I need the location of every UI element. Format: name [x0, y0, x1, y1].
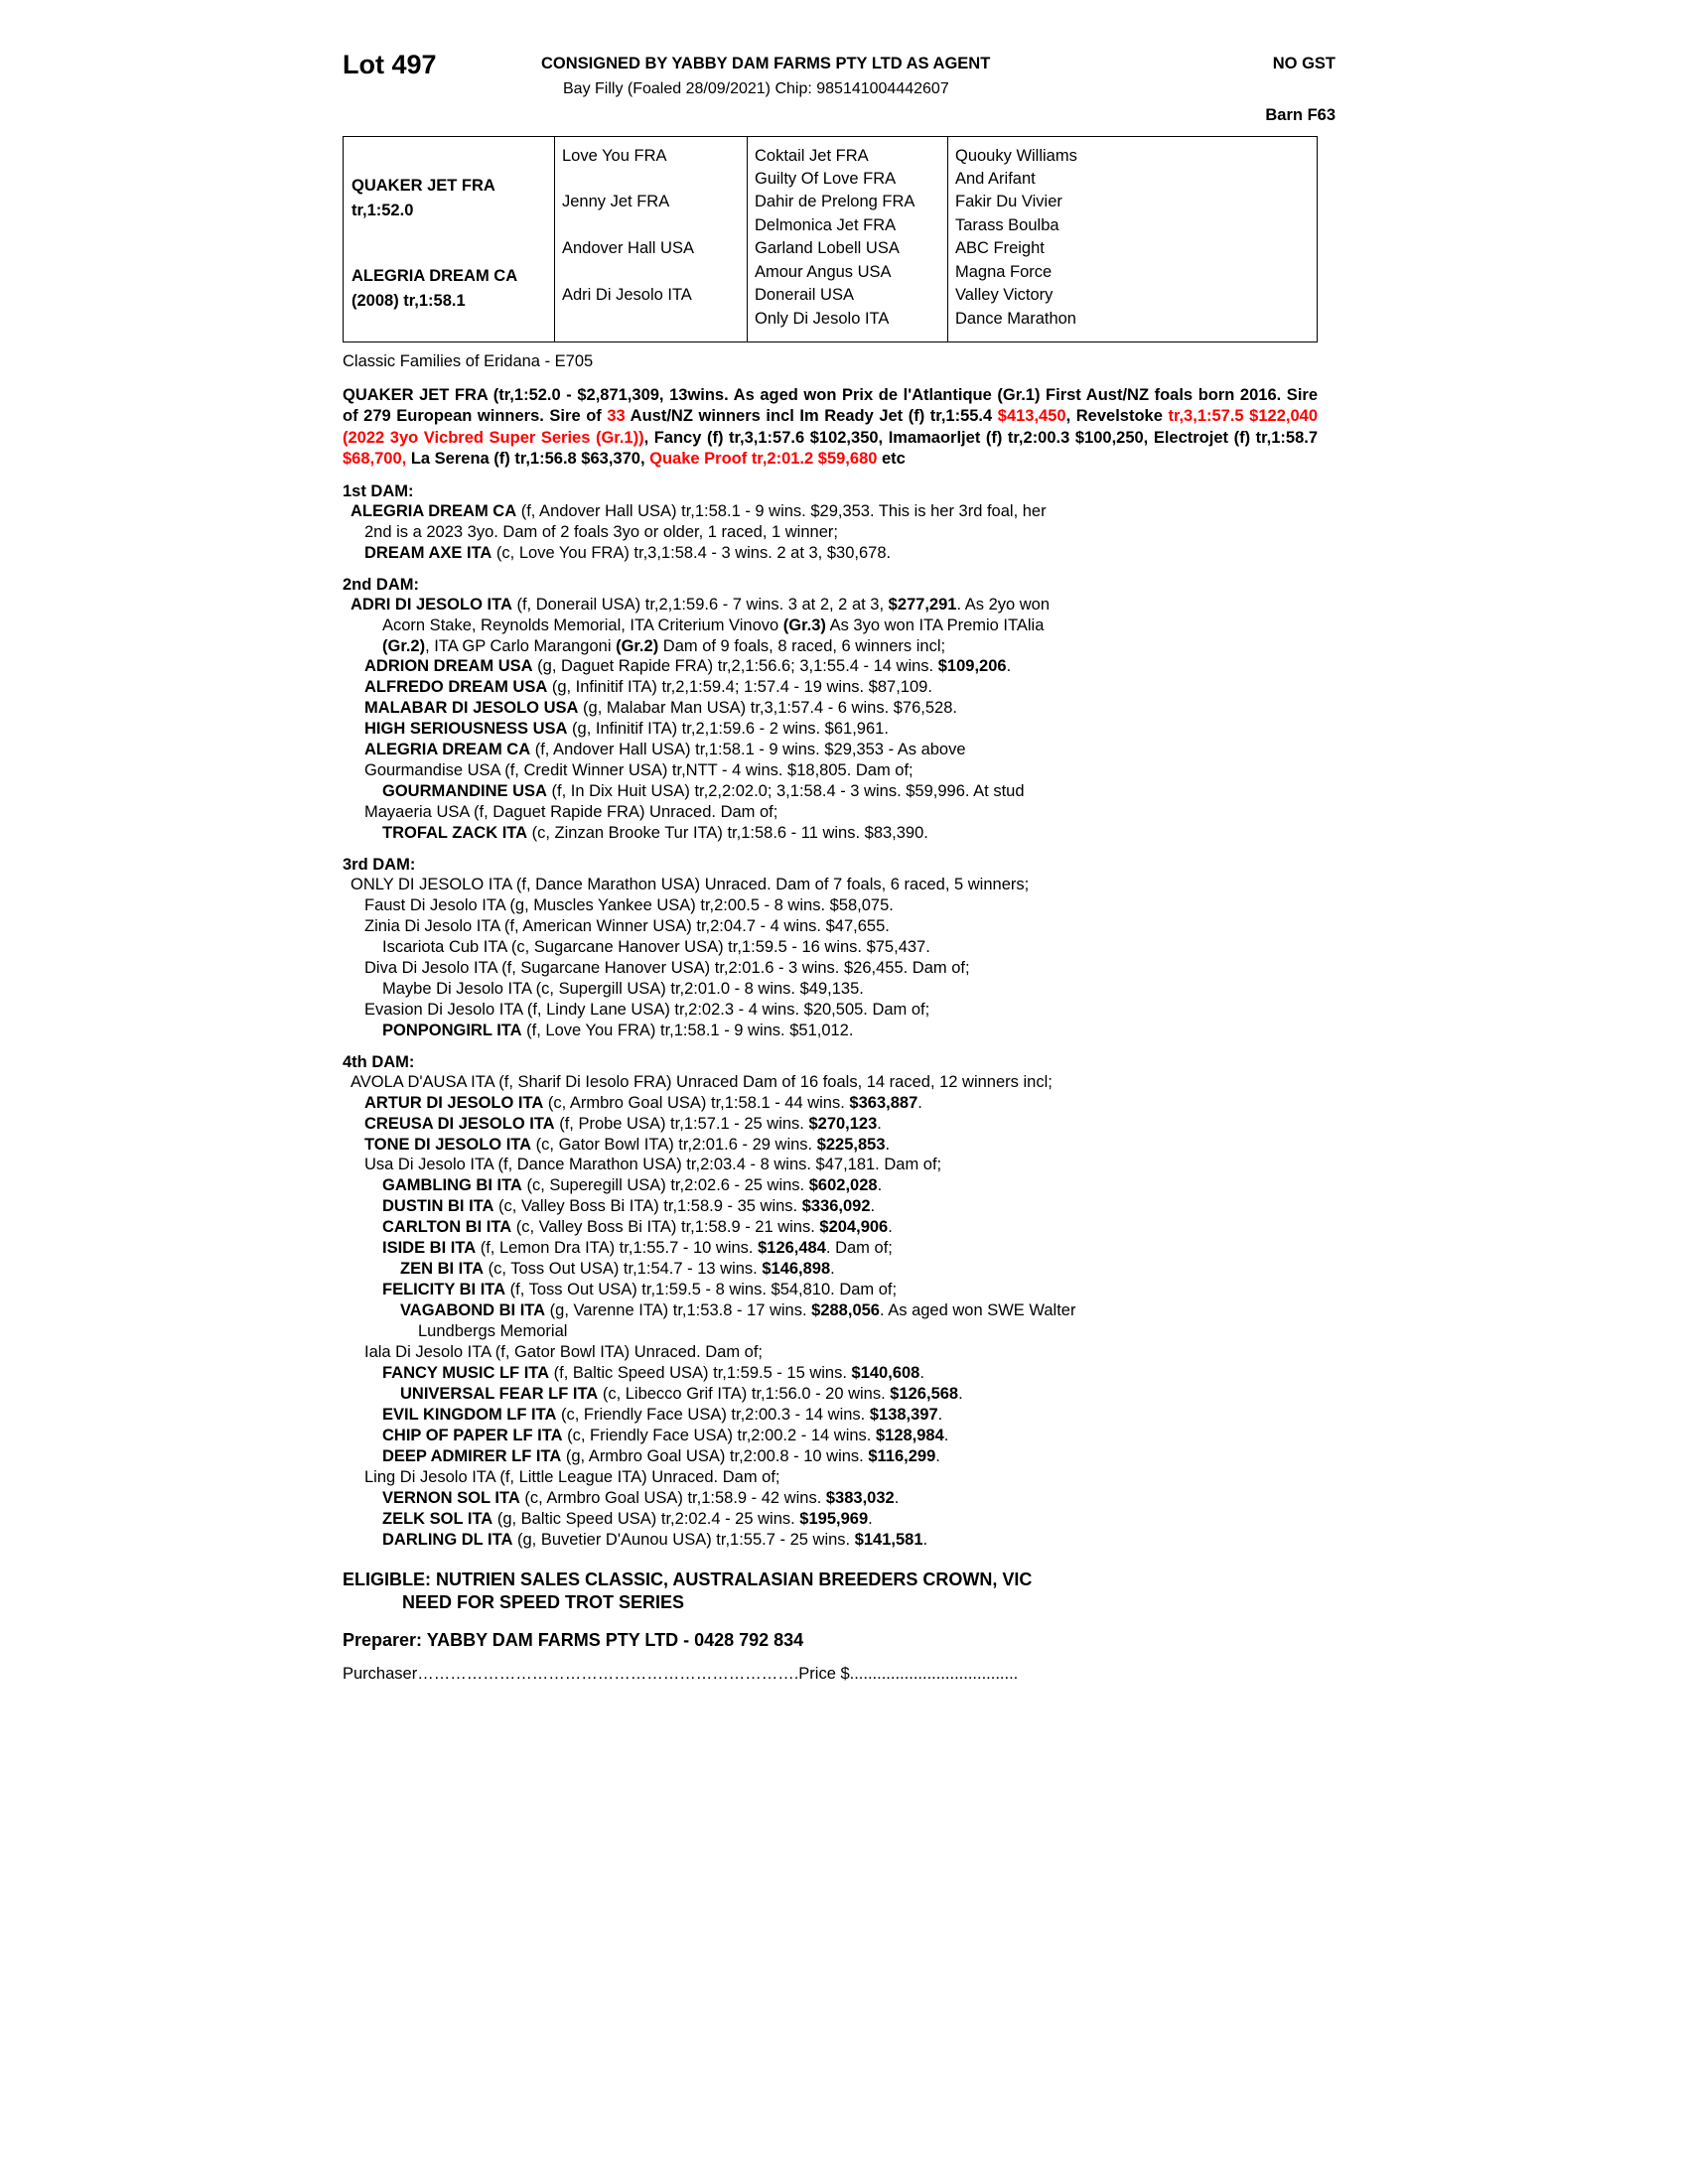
horse-detail: .: [943, 1426, 949, 1444]
consignor-line: CONSIGNED BY YABBY DAM FARMS PTY LTD AS AGENT: [541, 55, 991, 72]
horse-detail: .: [888, 1218, 893, 1237]
pedigree-text-line: [364, 656, 1336, 677]
horse-name: ADRION DREAM USA: [364, 657, 533, 676]
horse-name: GOURMANDINE USA: [382, 782, 547, 801]
pedigree-text-line: [382, 1405, 1336, 1426]
horse-detail: (c, Love You FRA) tr,3,1:58.4 - 3 wins. 2 at 3, $30,678.: [492, 543, 892, 562]
pedigree-gen3-1: Coktail Jet FRA: [755, 147, 869, 165]
sire-text-4: , Fancy (f) tr,3,1:57.6 $102,350, Imamaorljet (f) tr,2:00.3 $100,250, Electrojet (f) tr,1:58.7: [643, 428, 1319, 447]
pedigree-text-line: [364, 1093, 1336, 1114]
pedigree-gen3-6: Amour Angus USA: [755, 263, 892, 281]
horse-detail: .: [868, 1509, 873, 1528]
pedigree-text-line: [382, 615, 1336, 636]
horse-detail: Evasion Di Jesolo ITA (f, Lindy Lane USA) tr,2:02.3 - 4 wins. $20,505. Dam of;: [364, 1000, 930, 1019]
pedigree-text-line: [400, 1259, 1336, 1280]
horse-name: CARLTON BI ITA: [382, 1218, 512, 1237]
horse-detail: .: [1006, 657, 1012, 676]
sire-name: QUAKER JET FRA: [352, 177, 495, 195]
pedigree-text-line: [351, 501, 1336, 522]
sire-paragraph: [343, 385, 1318, 471]
pedigree-text-line: [364, 698, 1336, 719]
horse-detail: .: [922, 1530, 928, 1549]
horse-detail: (f, Love You FRA) tr,1:58.1 - 9 wins. $51,012.: [521, 1021, 854, 1039]
horse-detail: . As 2yo won: [956, 595, 1051, 614]
horse-detail: (c, Valley Boss Bi ITA) tr,1:58.9 - 21 wins.: [511, 1218, 820, 1237]
dam-lines-3: [343, 875, 1336, 1041]
horse-detail: .: [935, 1446, 940, 1465]
horse-name: ZELK SOL ITA: [382, 1509, 493, 1528]
pedigree-text-line: [382, 1363, 1336, 1384]
horse-detail: . As aged won SWE Walter: [879, 1301, 1076, 1320]
dam-section-2: [343, 576, 1336, 844]
pedigree-text-line: [364, 1000, 1336, 1021]
horse-detail: (c, Superegill USA) tr,2:02.6 - 25 wins.: [521, 1176, 809, 1195]
pedigree-text-line: [382, 1446, 1336, 1467]
dam-heading-2: 2nd DAM:: [343, 575, 419, 594]
horse-name: $141,581: [854, 1530, 923, 1549]
horse-name: ISIDE BI ITA: [382, 1239, 477, 1258]
horse-detail: (g, Armbro Goal USA) tr,2:00.8 - 10 wins.: [561, 1446, 869, 1465]
horse-detail: Ling Di Jesolo ITA (f, Little League ITA) Unraced. Dam of;: [364, 1467, 780, 1486]
pedigree-gen3-2: Guilty Of Love FRA: [755, 170, 897, 188]
horse-detail: (g, Infinitif ITA) tr,2,1:59.4; 1:57.4 - 19 wins. $87,109.: [547, 678, 932, 697]
horse-name: EVIL KINGDOM LF ITA: [382, 1405, 557, 1424]
horse-detail: (f, Andover Hall USA) tr,1:58.1 - 9 wins. $29,353 - As above: [530, 741, 966, 759]
dam-time: (2008) tr,1:58.1: [352, 292, 466, 310]
pedigree-gen4-3: Fakir Du Vivier: [955, 193, 1062, 210]
horse-detail: Iscariota Cub ITA (c, Sugarcane Hanover USA) tr,1:59.5 - 16 wins. $75,437.: [382, 937, 930, 956]
pedigree-text-line: [382, 636, 1336, 657]
dam-lines-1: [343, 501, 1336, 564]
sire-earnings-2: tr,3,1:57.5 $122,040 (2022 3yo Vicbred Super Series (Gr.1)): [343, 407, 1318, 447]
horse-detail: .: [870, 1197, 876, 1216]
horse-name: $128,984: [875, 1426, 944, 1444]
horse-detail: Usa Di Jesolo ITA (f, Dance Marathon USA) tr,2:03.4 - 8 wins. $47,181. Dam of;: [364, 1156, 942, 1174]
pedigree-text-line: [382, 1280, 1336, 1300]
dam-lines-4: [343, 1072, 1336, 1551]
horse-detail: .: [894, 1488, 900, 1507]
horse-detail: (c, Armbro Goal USA) tr,1:58.9 - 42 wins.: [519, 1488, 826, 1507]
horse-name: UNIVERSAL FEAR LF ITA: [400, 1384, 599, 1403]
horse-detail: (g, Varenne ITA) tr,1:53.8 - 17 wins.: [545, 1301, 812, 1320]
pedigree-gen4-6: Magna Force: [955, 263, 1053, 281]
pedigree-gen2-1: Love You FRA: [562, 147, 667, 165]
horse-detail: (f, Donerail USA) tr,2,1:59.6 - 7 wins. 3 at 2, 2 at 3,: [511, 595, 889, 614]
horse-detail: , ITA GP Carlo Marangoni: [425, 636, 617, 655]
horse-detail: (f, Andover Hall USA) tr,1:58.1 - 9 wins. $29,353. This is her 3rd foal, her: [516, 501, 1047, 520]
horse-name: $204,906: [819, 1218, 889, 1237]
sire-text-3: , Revelstoke: [1065, 407, 1169, 426]
horse-detail: (g, Baltic Speed USA) tr,2:02.4 - 25 wins.: [492, 1509, 800, 1528]
horse-detail: Lundbergs Memorial: [418, 1322, 568, 1341]
pedigree-text-line: [364, 1135, 1336, 1156]
pedigree-text-line: [382, 1488, 1336, 1509]
horse-detail: .: [877, 1114, 882, 1133]
horse-name: $363,887: [849, 1093, 918, 1112]
horse-detail: (f, Baltic Speed USA) tr,1:59.5 - 15 wins.: [549, 1364, 852, 1383]
horse-name: $138,397: [869, 1405, 938, 1424]
dam-name: ALEGRIA DREAM CA: [352, 267, 518, 285]
horse-name: FANCY MUSIC LF ITA: [382, 1364, 550, 1383]
lot-number: Lot 497: [343, 50, 437, 79]
eligible-block: [343, 1569, 1336, 1615]
horse-detail: Mayaeria USA (f, Daguet Rapide FRA) Unraced. Dam of;: [364, 803, 778, 822]
horse-name: DEEP ADMIRER LF ITA: [382, 1446, 562, 1465]
horse-name: VAGABOND BI ITA: [400, 1301, 546, 1320]
pedigree-text-line: [351, 875, 1336, 895]
barn-number: Barn F63: [1265, 106, 1336, 124]
pedigree-gen3-7: Donerail USA: [755, 286, 854, 304]
sire-earnings-4: Quake Proof tr,2:01.2 $59,680: [649, 450, 878, 469]
horse-name: $116,299: [868, 1446, 936, 1465]
horse-detail: (f, Toss Out USA) tr,1:59.5 - 8 wins. $54,810. Dam of;: [505, 1281, 898, 1299]
horse-name: $383,032: [825, 1488, 895, 1507]
horse-detail: Iala Di Jesolo ITA (f, Gator Bowl ITA) Unraced. Dam of;: [364, 1343, 764, 1362]
horse-detail: (f, Probe USA) tr,1:57.1 - 25 wins.: [554, 1114, 809, 1133]
horse-name: $288,056: [811, 1301, 880, 1320]
horse-name: HIGH SERIOUSNESS USA: [364, 720, 568, 739]
pedigree-text-line: [382, 781, 1336, 802]
pedigree-text-line: [364, 677, 1336, 698]
horse-detail: Maybe Di Jesolo ITA (c, Supergill USA) tr,2:01.0 - 8 wins. $49,135.: [382, 979, 864, 998]
preparer-line: Preparer: YABBY DAM FARMS PTY LTD - 0428 792 834: [343, 1630, 804, 1651]
foal-details: Bay Filly (Foaled 28/09/2021) Chip: 985141004442607: [563, 80, 949, 97]
horse-detail: (c, Toss Out USA) tr,1:54.7 - 13 wins.: [484, 1260, 763, 1279]
pedigree-text-line: [382, 1196, 1336, 1217]
pedigree-text-line: [382, 823, 1336, 844]
horse-name: $109,206: [937, 657, 1007, 676]
pedigree-text-line: [382, 1530, 1336, 1551]
sire-text-5: La Serena (f) tr,1:56.8 $63,370,: [406, 450, 650, 469]
pedigree-text-line: [364, 543, 1336, 564]
pedigree-text-line: [351, 1072, 1336, 1093]
dam-section-3: [343, 856, 1336, 1041]
horse-detail: (c, Gator Bowl ITA) tr,2:01.6 - 29 wins.: [531, 1135, 817, 1154]
horse-detail: (g, Buvetier D'Aunou USA) tr,1:55.7 - 25 wins.: [512, 1530, 855, 1549]
horse-name: CREUSA DI JESOLO ITA: [364, 1114, 555, 1133]
horse-detail: (g, Malabar Man USA) tr,3,1:57.4 - 6 wins. $76,528.: [578, 699, 957, 718]
horse-detail: Zinia Di Jesolo ITA (f, American Winner USA) tr,2:04.7 - 4 wins. $47,655.: [364, 916, 890, 935]
horse-name: $336,092: [801, 1197, 871, 1216]
horse-name: TROFAL ZACK ITA: [382, 824, 528, 843]
horse-name: ALFREDO DREAM USA: [364, 678, 548, 697]
pedigree-text-line: [364, 1155, 1336, 1175]
horse-name: $146,898: [762, 1260, 831, 1279]
sire-text-1: QUAKER JET FRA (tr,1:52.0 - $2,871,309, 13wins. As aged won Prix de l'Atlantique (Gr.1) First Aust/NZ foals born 2016. Sire of 279 European winners. Sire of: [343, 386, 1318, 426]
pedigree-text-line: [418, 1321, 1336, 1342]
horse-name: ADRI DI JESOLO ITA: [351, 595, 512, 614]
pedigree-text-line: [382, 1021, 1336, 1041]
pedigree-gen3-4: Delmonica Jet FRA: [755, 216, 897, 234]
horse-detail: .: [830, 1260, 835, 1279]
pedigree-gen2-4: Adri Di Jesolo ITA: [562, 286, 692, 304]
horse-detail: 2nd is a 2023 3yo. Dam of 2 foals 3yo or older, 1 raced, 1 winner;: [364, 522, 838, 541]
horse-name: DARLING DL ITA: [382, 1530, 513, 1549]
horse-detail: .: [885, 1135, 891, 1154]
pedigree-gen2-3: Andover Hall USA: [562, 239, 694, 257]
page-header: [343, 45, 1336, 124]
page-content: [343, 45, 1336, 1684]
pedigree-text-line: [364, 916, 1336, 937]
horse-name: MALABAR DI JESOLO USA: [364, 699, 579, 718]
pedigree-column-divider-3: [947, 137, 948, 341]
dam-section-4: [343, 1053, 1336, 1551]
dam-heading-3: 3rd DAM:: [343, 856, 416, 875]
dam-lines-2: [343, 595, 1336, 844]
pedigree-gen4-5: ABC Freight: [955, 239, 1045, 257]
pedigree-text-line: [382, 1175, 1336, 1196]
horse-detail: .: [917, 1093, 922, 1112]
pedigree-text-line: [364, 1467, 1336, 1488]
classic-families-line: Classic Families of Eridana - E705: [343, 352, 594, 370]
pedigree-text-line: [382, 979, 1336, 1000]
horse-detail: .: [919, 1364, 924, 1383]
sire-time: tr,1:52.0: [352, 202, 414, 219]
horse-detail: .: [937, 1405, 943, 1424]
pedigree-text-line: [364, 895, 1336, 916]
pedigree-text-line: [364, 522, 1336, 543]
pedigree-gen2-2: Jenny Jet FRA: [562, 193, 670, 210]
horse-detail: (c, Friendly Face USA) tr,2:00.3 - 14 wins.: [556, 1405, 870, 1424]
horse-name: ALEGRIA DREAM CA: [364, 741, 531, 759]
purchaser-line: Purchaser…………………………………………………………….Price $.....................................: [343, 1665, 1019, 1684]
horse-detail: Faust Di Jesolo ITA (g, Muscles Yankee USA) tr,2:00.5 - 8 wins. $58,075.: [364, 896, 894, 914]
horse-name: $277,291: [888, 595, 957, 614]
horse-name: ZEN BI ITA: [400, 1260, 485, 1279]
dam-heading-4: 4th DAM:: [343, 1052, 415, 1071]
eligible-line-1: ELIGIBLE: NUTRIEN SALES CLASSIC, AUSTRALASIAN BREEDERS CROWN, VIC: [343, 1569, 1033, 1589]
sire-earnings-3: $68,700,: [343, 450, 407, 469]
pedigree-text-line: [382, 1238, 1336, 1259]
sire-winners-count: 33: [607, 407, 626, 426]
horse-detail: .: [958, 1384, 963, 1403]
horse-name: (Gr.3): [782, 615, 826, 634]
horse-detail: Dam of 9 foals, 8 raced, 6 winners incl;: [658, 636, 946, 655]
horse-detail: AVOLA D'AUSA ITA (f, Sharif Di Iesolo FRA) Unraced Dam of 16 foals, 14 raced, 12 winners incl;: [351, 1072, 1053, 1091]
pedigree-gen4-8: Dance Marathon: [955, 310, 1076, 328]
sire-earnings-1: $413,450: [997, 407, 1066, 426]
horse-name: $140,608: [851, 1364, 920, 1383]
horse-name: $195,969: [799, 1509, 869, 1528]
horse-name: VERNON SOL ITA: [382, 1488, 520, 1507]
pedigree-column-divider-1: [554, 137, 555, 341]
horse-detail: (c, Libecco Grif ITA) tr,1:56.0 - 20 wins.: [598, 1384, 891, 1403]
horse-name: ALEGRIA DREAM CA: [351, 501, 517, 520]
pedigree-gen4-7: Valley Victory: [955, 286, 1054, 304]
horse-detail: . Dam of;: [825, 1239, 893, 1258]
pedigree-gen4-2: And Arifant: [955, 170, 1036, 188]
pedigree-gen3-8: Only Di Jesolo ITA: [755, 310, 890, 328]
pedigree-text-line: [382, 1509, 1336, 1530]
pedigree-column-divider-2: [747, 137, 748, 341]
dam-section-1: [343, 482, 1336, 564]
pedigree-text-line: [364, 1114, 1336, 1135]
horse-detail: (c, Friendly Face USA) tr,2:00.2 - 14 wins.: [562, 1426, 876, 1444]
horse-detail: Acorn Stake, Reynolds Memorial, ITA Criterium Vinovo: [382, 615, 783, 634]
pedigree-text-line: [382, 1217, 1336, 1238]
pedigree-text-line: [364, 740, 1336, 760]
pedigree-table: [343, 136, 1318, 342]
pedigree-text-line: [400, 1300, 1336, 1321]
horse-detail: (f, Lemon Dra ITA) tr,1:55.7 - 10 wins.: [476, 1239, 759, 1258]
horse-name: $126,484: [758, 1239, 826, 1258]
horse-detail: Gourmandise USA (f, Credit Winner USA) tr,NTT - 4 wins. $18,805. Dam of;: [364, 761, 914, 780]
horse-detail: Diva Di Jesolo ITA (f, Sugarcane Hanover USA) tr,2:01.6 - 3 wins. $26,455. Dam of;: [364, 958, 970, 977]
horse-detail: As 3yo won ITA Premio ITAlia: [825, 615, 1045, 634]
horse-detail: (g, Daguet Rapide FRA) tr,2,1:56.6; 3,1:55.4 - 14 wins.: [532, 657, 938, 676]
pedigree-text-line: [382, 937, 1336, 958]
horse-name: $126,568: [890, 1384, 959, 1403]
horse-name: DUSTIN BI ITA: [382, 1197, 494, 1216]
horse-name: DREAM AXE ITA: [364, 543, 492, 562]
eligible-line-2: NEED FOR SPEED TROT SERIES: [402, 1591, 685, 1612]
horse-detail: (c, Valley Boss Bi ITA) tr,1:58.9 - 35 wins.: [493, 1197, 802, 1216]
horse-name: $225,853: [816, 1135, 886, 1154]
pedigree-text-line: [382, 1426, 1336, 1446]
horse-name: $270,123: [808, 1114, 878, 1133]
pedigree-text-line: [364, 802, 1336, 823]
pedigree-text-line: [364, 958, 1336, 979]
pedigree-text-line: [400, 1384, 1336, 1405]
horse-name: ARTUR DI JESOLO ITA: [364, 1093, 544, 1112]
sire-text-2: Aust/NZ winners incl Im Ready Jet (f) tr,1:55.4: [625, 407, 998, 426]
sire-text-6: etc: [877, 450, 906, 469]
pedigree-text-line: [364, 1342, 1336, 1363]
horse-detail: (c, Zinzan Brooke Tur ITA) tr,1:58.6 - 11 wins. $83,390.: [527, 824, 928, 843]
pedigree-text-line: [364, 719, 1336, 740]
pedigree-gen4-4: Tarass Boulba: [955, 216, 1059, 234]
horse-name: (Gr.2): [382, 636, 426, 655]
pedigree-text-line: [351, 595, 1336, 615]
horse-detail: (c, Armbro Goal USA) tr,1:58.1 - 44 wins.: [543, 1093, 850, 1112]
pedigree-gen3-5: Garland Lobell USA: [755, 239, 900, 257]
horse-name: CHIP OF PAPER LF ITA: [382, 1426, 563, 1444]
pedigree-gen3-3: Dahir de Prelong FRA: [755, 193, 915, 210]
pedigree-text-line: [364, 760, 1336, 781]
dam-heading-1: 1st DAM:: [343, 481, 414, 500]
horse-name: $602,028: [808, 1176, 878, 1195]
pedigree-gen4-1: Quouky Williams: [955, 147, 1077, 165]
horse-detail: .: [877, 1176, 883, 1195]
horse-name: GAMBLING BI ITA: [382, 1176, 522, 1195]
horse-name: (Gr.2): [616, 636, 659, 655]
horse-name: FELICITY BI ITA: [382, 1281, 506, 1299]
gst-status: NO GST: [1272, 55, 1336, 72]
horse-detail: (f, In Dix Huit USA) tr,2,2:02.0; 3,1:58.4 - 3 wins. $59,996. At stud: [546, 782, 1025, 801]
horse-detail: ONLY DI JESOLO ITA (f, Dance Marathon USA) Unraced. Dam of 7 foals, 6 raced, 5 winners;: [351, 876, 1030, 894]
horse-name: PONPONGIRL ITA: [382, 1021, 522, 1039]
horse-name: TONE DI JESOLO ITA: [364, 1135, 532, 1154]
horse-detail: (g, Infinitif ITA) tr,2,1:59.6 - 2 wins. $61,961.: [567, 720, 889, 739]
